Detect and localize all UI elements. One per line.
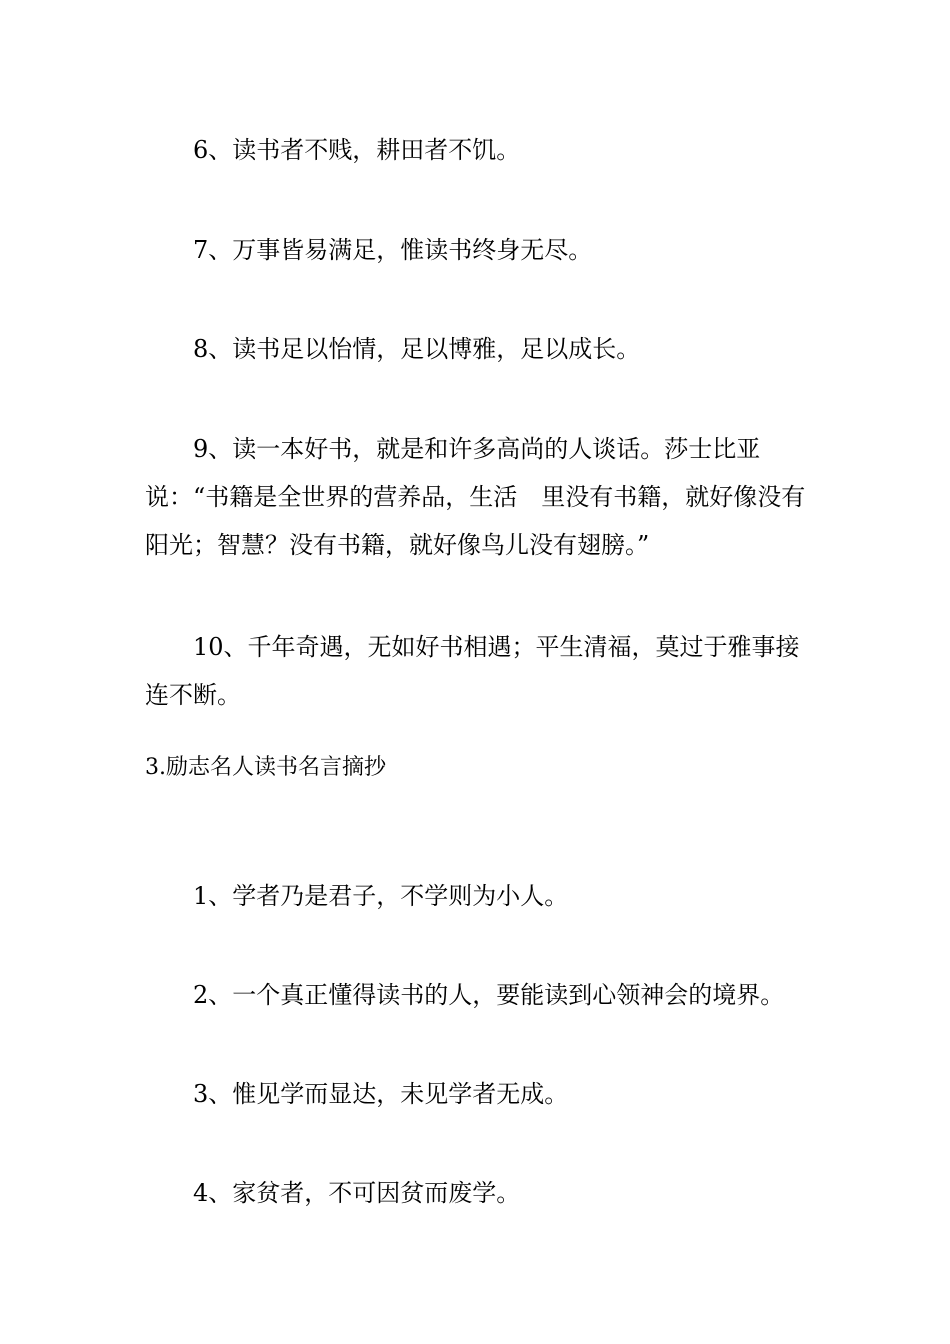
quote-item-8: 8、读书足以怡情，足以博雅，足以成长。 — [193, 335, 641, 363]
quote-item-3: 3、惟见学而显达，未见学者无成。 — [193, 1080, 569, 1108]
quote-item-4: 4、家贫者，不可因贫而废学。 — [193, 1179, 521, 1207]
quote-item-2: 2、一个真正懂得读书的人，要能读到心领神会的境界。 — [193, 981, 785, 1009]
quote-item-9: 9、读一本好书，就是和许多高尚的人谈话。莎士比亚说：“书籍是全世界的营养品，生活 里没有书籍，就好像没有阳光；智慧？没有书籍，就好像鸟儿没有翅膀。” — [145, 435, 806, 559]
quote-item-6: 6、读书者不贱，耕田者不饥。 — [193, 136, 521, 164]
quote-item-7: 7、万事皆易满足，惟读书终身无尽。 — [193, 236, 593, 264]
quote-item-1: 1、学者乃是君子，不学则为小人。 — [193, 882, 569, 910]
section-heading: 3.励志名人读书名言摘抄 — [145, 755, 386, 780]
quote-item-10: 10、千年奇遇，无如好书相遇；平生清福，莫过于雅事接连不断。 — [145, 633, 800, 709]
